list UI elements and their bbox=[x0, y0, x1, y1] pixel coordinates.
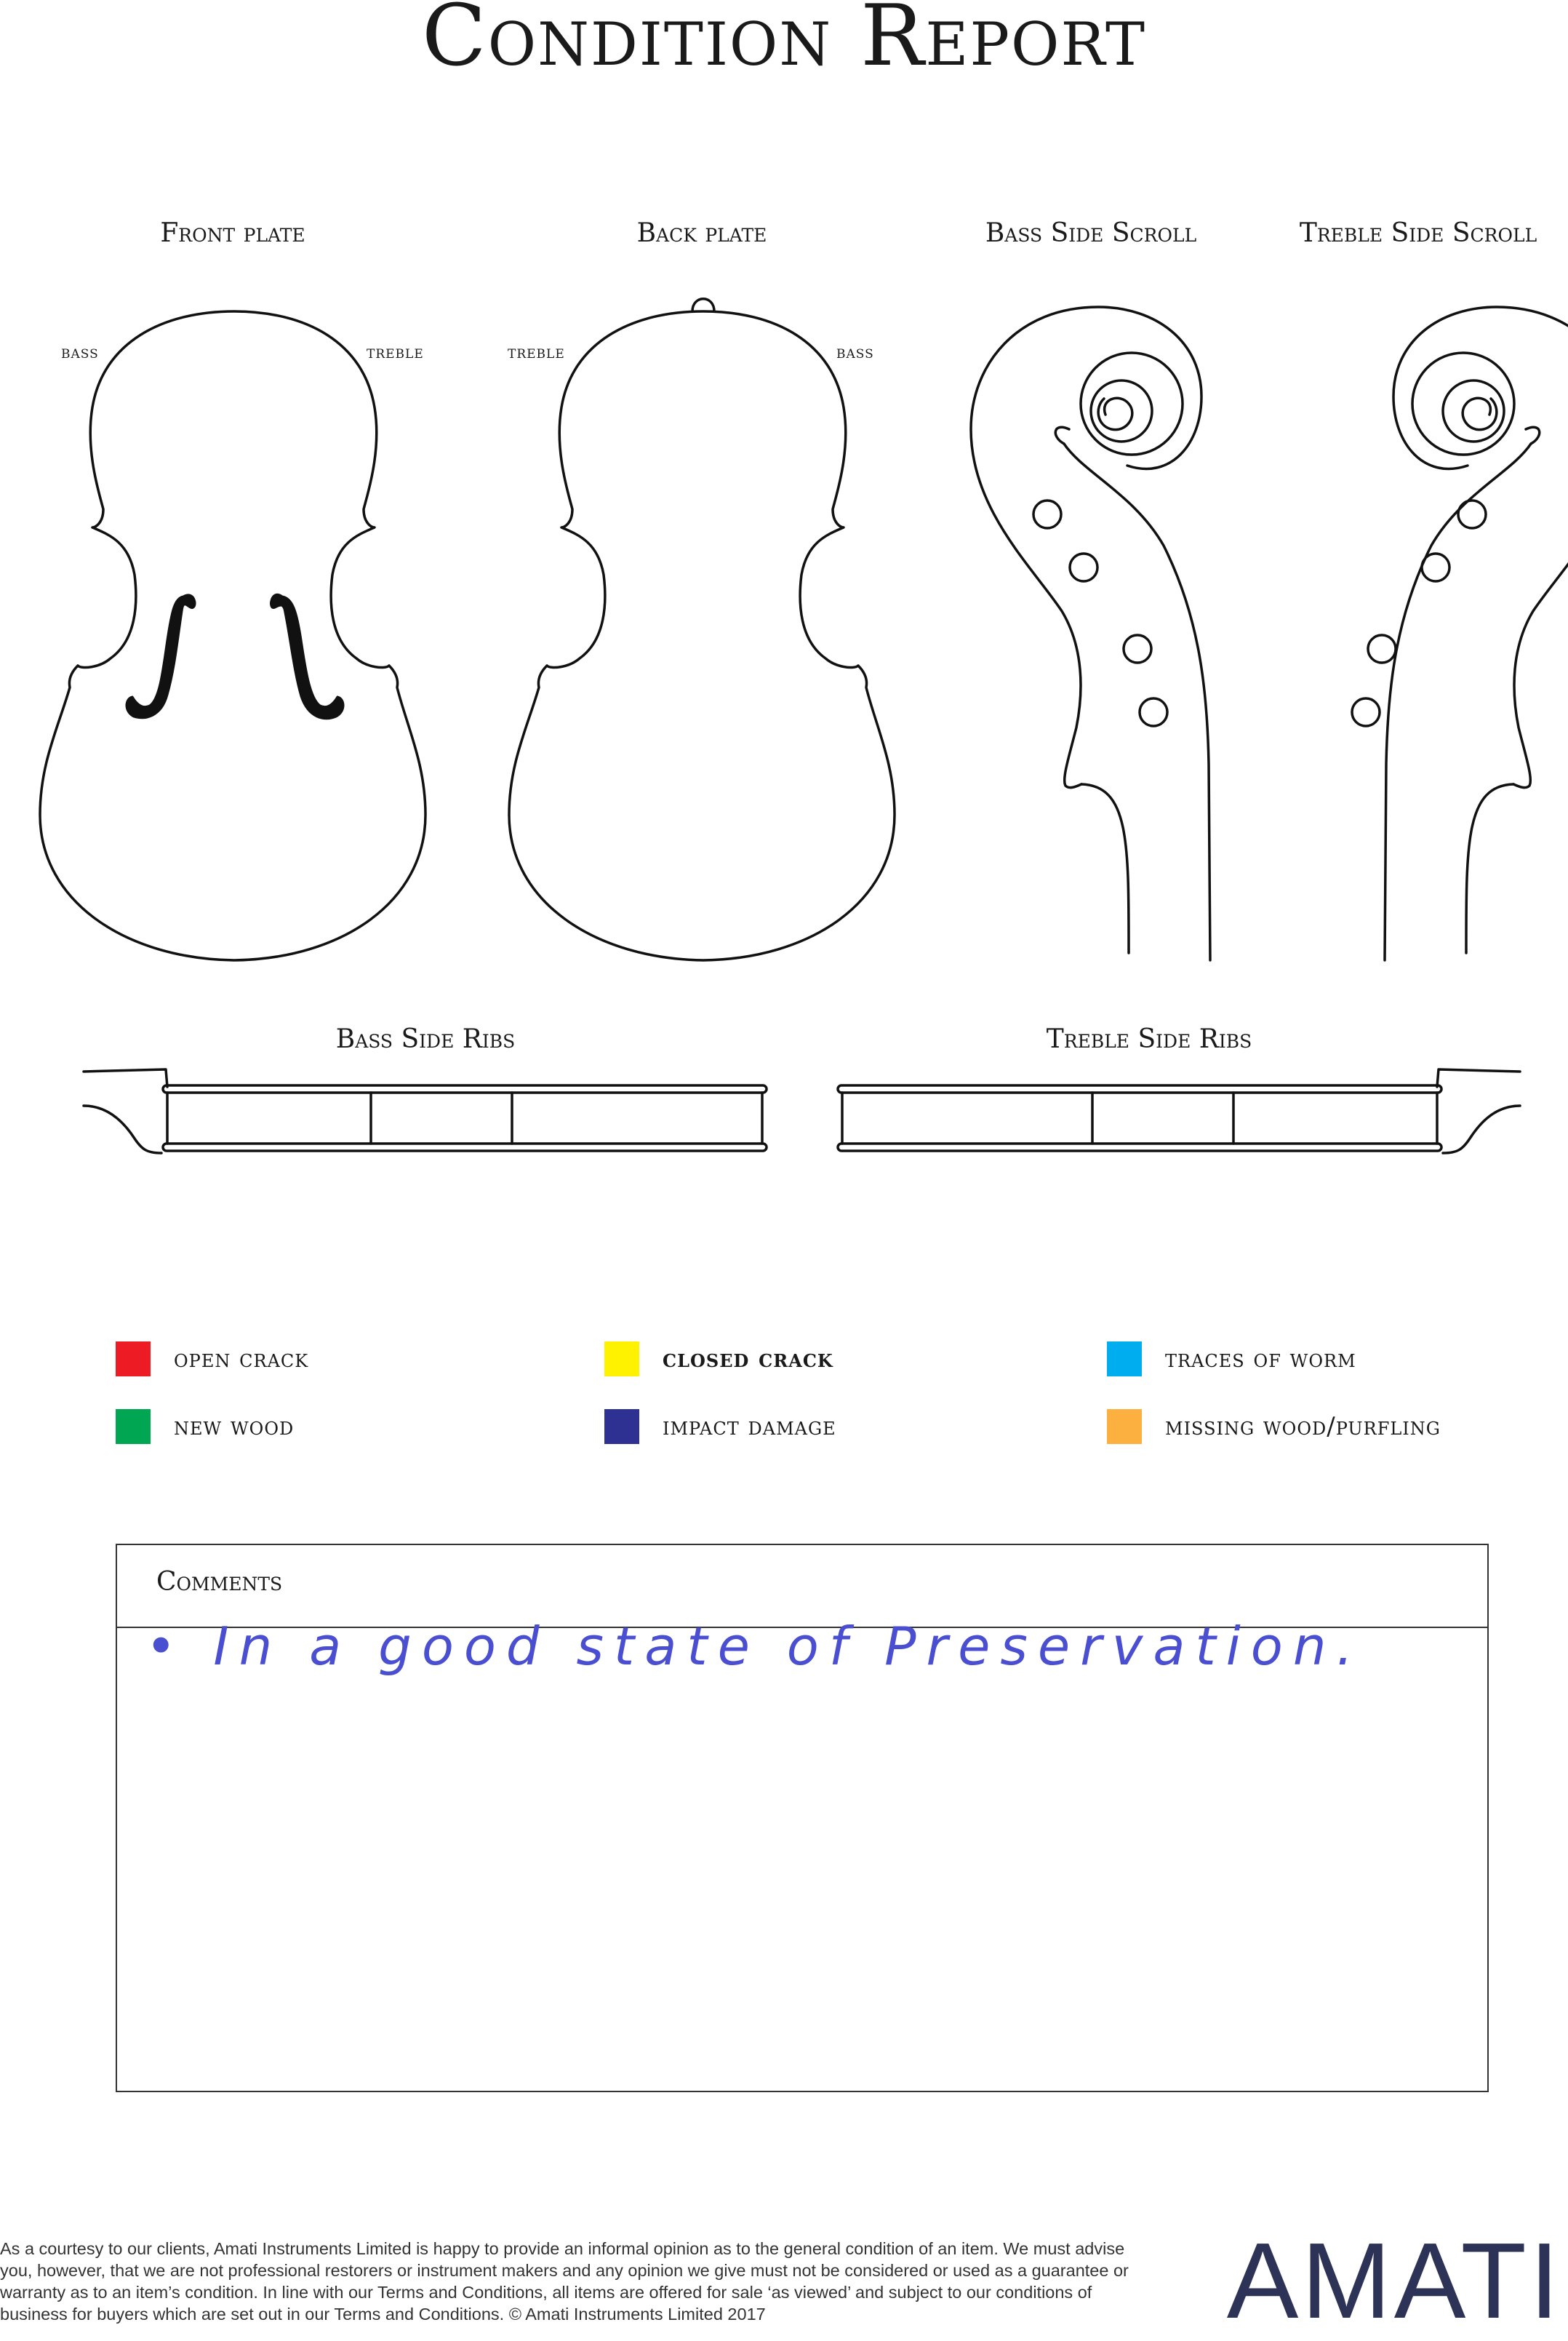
back-plate-diagram bbox=[509, 299, 895, 960]
treble-scroll-eye-mid bbox=[1443, 380, 1504, 442]
legend-item-new-wood bbox=[116, 1409, 294, 1444]
peg-hole-2 bbox=[1422, 554, 1449, 581]
treble-ribs-bottom-edge bbox=[838, 1144, 1441, 1151]
bass-scroll-neck-front bbox=[1081, 784, 1129, 953]
page-title: Condition Report bbox=[421, 0, 1147, 85]
front-plate-outline bbox=[40, 311, 425, 960]
treble-side-scroll-diagram bbox=[1352, 307, 1568, 960]
comments-title: Comments bbox=[156, 1567, 283, 1597]
peg-hole-3 bbox=[1368, 635, 1396, 663]
bass-f-hole bbox=[127, 595, 195, 718]
comments-header bbox=[117, 1545, 1487, 1628]
legend-label: impact damage bbox=[663, 1412, 836, 1441]
treble-scroll-turn bbox=[1526, 427, 1540, 444]
bass-scroll-eye-spiral bbox=[1098, 398, 1132, 429]
bass-ribs-body bbox=[167, 1093, 762, 1144]
treble-scroll-neck-front bbox=[1466, 784, 1513, 953]
treble-scroll-neck-back bbox=[1385, 444, 1531, 960]
peg-hole-4 bbox=[1352, 698, 1380, 726]
back-treble-label: treble bbox=[508, 342, 565, 362]
legend-label: traces of worm bbox=[1165, 1344, 1356, 1373]
handwritten-comment-text: • In a good state of Preservation. bbox=[145, 1621, 1364, 1677]
legend-label: open crack bbox=[174, 1344, 309, 1373]
legend-label: new wood bbox=[174, 1412, 295, 1441]
bass-scroll-eye-mid bbox=[1091, 380, 1152, 442]
bass-side-ribs-diagram bbox=[84, 1069, 767, 1153]
bass-ribs-neck bbox=[84, 1069, 167, 1153]
handwritten-comment bbox=[145, 1621, 1382, 1730]
peg-hole-1 bbox=[1458, 500, 1486, 528]
legend-item-traces-of-worm bbox=[1107, 1341, 1356, 1376]
bass-ribs-bottom-edge bbox=[163, 1144, 767, 1151]
legend-item-missing-wood-purfling bbox=[1107, 1409, 1441, 1444]
bass-scroll-turn bbox=[1055, 427, 1069, 444]
legend-item-open-crack bbox=[116, 1341, 308, 1376]
bass-side-scroll-label: Bass Side Scroll bbox=[985, 218, 1197, 248]
legend-item-impact-damage bbox=[604, 1409, 836, 1444]
front-bass-label: bass bbox=[61, 342, 99, 362]
disclaimer-text: As a courtesy to our clients, Amati Instruments Limited is happy to provide an informal opinion as to the general condition of an item. We must advise you, however, that we are not professional restorers or instrument makers and any opinion we give must not be considered or used as a guarantee or warranty as to an item’s condition. In line with our Terms and Conditions, all items are offered for sale ‘as viewed’ and subject to our conditions of business for buyers which are set out in our Terms and Conditions. © Amati Instruments Limited 2017 bbox=[0, 2239, 1129, 2324]
bass-side-scroll-diagram bbox=[971, 307, 1210, 960]
missing-wood-purfling-swatch bbox=[1107, 1409, 1142, 1444]
back-button bbox=[692, 299, 714, 311]
treble-side-ribs-diagram bbox=[838, 1069, 1520, 1153]
front-plate-diagram bbox=[40, 311, 425, 960]
treble-ribs-body bbox=[842, 1093, 1437, 1144]
bass-scroll-neck-back bbox=[1064, 444, 1210, 960]
front-plate-label: Front plate bbox=[160, 218, 305, 248]
peg-hole-4 bbox=[1140, 698, 1167, 726]
legend-label: closed crack bbox=[663, 1344, 833, 1373]
bass-side-ribs-label: Bass Side Ribs bbox=[335, 1024, 516, 1054]
front-treble-label: treble bbox=[367, 342, 424, 362]
open-crack-swatch bbox=[116, 1341, 151, 1376]
peg-hole-2 bbox=[1070, 554, 1097, 581]
bass-ribs-top-edge bbox=[163, 1085, 767, 1093]
back-bass-label: bass bbox=[836, 342, 874, 362]
bass-ribs-dividers bbox=[371, 1093, 512, 1144]
amati-logo: AMATI bbox=[1226, 2221, 1562, 2341]
treble-ribs-neck bbox=[1437, 1069, 1520, 1153]
treble-ribs-top-edge bbox=[838, 1085, 1441, 1093]
treble-side-scroll-label: Treble Side Scroll bbox=[1299, 218, 1537, 248]
impact-damage-swatch bbox=[604, 1409, 639, 1444]
legend-label: missing wood/purfling bbox=[1165, 1412, 1441, 1441]
peg-hole-3 bbox=[1124, 635, 1151, 663]
closed-crack-swatch bbox=[604, 1341, 639, 1376]
traces-of-worm-swatch bbox=[1107, 1341, 1142, 1376]
treble-ribs-dividers bbox=[1092, 1093, 1233, 1144]
legend-item-closed-crack bbox=[604, 1341, 833, 1376]
treble-side-ribs-label: Treble Side Ribs bbox=[1046, 1024, 1252, 1054]
new-wood-swatch bbox=[116, 1409, 151, 1444]
treble-scroll-eye-spiral bbox=[1463, 398, 1497, 429]
back-plate-outline bbox=[509, 311, 895, 960]
back-plate-label: Back plate bbox=[636, 218, 767, 248]
peg-hole-1 bbox=[1033, 500, 1061, 528]
